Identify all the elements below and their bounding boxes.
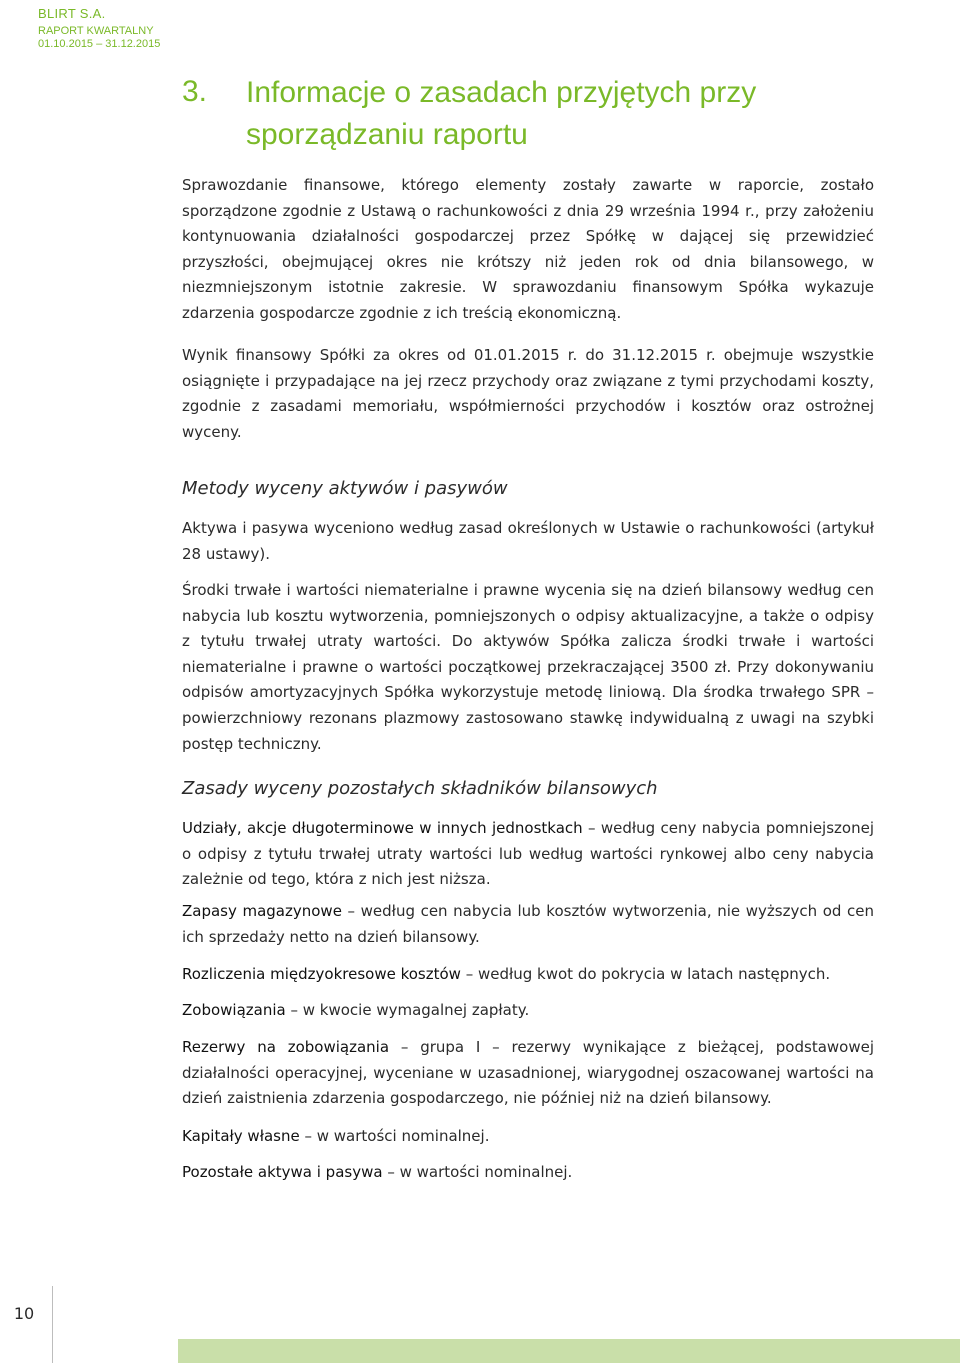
item-investments [182,816,874,893]
item-text: – w kwocie wymagalnej zapłaty. [285,1001,530,1019]
paragraph: Sprawozdanie finansowe, którego elementy zostały zawarte w raporcie, zostało sporządzone zgodnie z Ustawą o rachunkowości z dnia 29 września 1994 r., przy założeniu kontynuowania działalności gospodarczej przez Spółkę w dającej się przewidzieć przyszłości, obejmującej okres nie krótszy niż jeden rok od dnia bilansowego, w niezmniejszonym istotnie zakresie. W sprawozdaniu finansowym Spółka wykazuje zdarzenia gospodarcze zgodnie z ich treścią ekonomiczną. [182,176,874,322]
item-term: Zobowiązania [182,1001,286,1019]
item-term: Pozostałe aktywa i pasywa [182,1163,383,1181]
item-term: Kapitały własne [182,1127,300,1145]
section-title: Informacje o zasadach przyjętych przy sporządzaniu raportu [246,76,757,151]
other-heading: Zasady wyceny pozostałych składników bilansowych [182,778,658,799]
paragraph: Wynik finansowy Spółki za okres od 01.01.2015 r. do 31.12.2015 r. obejmuje wszystkie osiągnięte i przypadające na jej rzecz przychody oraz związane z tymi przychodami koszty, zgodnie z zasadami memoriału, współmierności przychodów i kosztów oraz ostrożnej wyceny. [182,346,874,441]
intro-paragraph-2 [182,343,874,445]
item-term: Zapasy magazynowe [182,902,342,920]
item-equity [182,1124,874,1150]
paragraph: Aktywa i pasywa wyceniono według zasad określonych w Ustawie o rachunkowości (artykuł 28 ustawy). [182,519,874,563]
item-text: – według cen nabycia lub kosztów wytworzenia, nie wyższych od cen ich sprzedaży netto na dzień bilansowy. [182,902,874,946]
report-period: 01.10.2015 – 31.12.2015 [38,38,161,50]
methods-heading: Metody wyceny aktywów i pasywów [182,478,508,499]
intro-paragraph-1 [182,173,874,327]
item-text: – w wartości nominalnej. [299,1127,490,1145]
methods-heading-wrap [182,477,874,501]
item-text: – według ceny nabycia pomniejszonej o odpisy z tytułu trwałej utraty wartości lub według wartości rynkowej albo ceny nabycia zależnie od tego, która z nich jest niższa. [182,819,874,889]
report-type: RAPORT KWARTALNY [38,25,154,37]
item-provisions [182,1035,874,1112]
item-other-assets [182,1160,874,1186]
running-header [38,6,160,51]
item-text: – w wartości nominalnej. [382,1163,573,1181]
item-inventory [182,899,874,950]
methods-paragraph-1 [182,516,874,567]
section-number: 3. [182,75,208,108]
page-number-divider [52,1286,53,1363]
item-liabilities [182,998,874,1024]
paragraph: Środki trwałe i wartości niematerialne i prawne wycenia się na dzień bilansowy według cen nabycia lub kosztu wytworzenia, pomniejszonych o odpisy aktualizacyjne, a także o odpisy z tytułu trwałej utraty wartości. Do aktywów Spółka zalicza środki trwałe i wartości niematerialne i prawne o wartości początkowej przekraczającej 3500 zł. Przy dokonywaniu odpisów amortyzacyjnych Spółka wykorzystuje metodę liniową. Dla środka trwałego SPR – powierzchniowy rezonans plazmowy zastosowano stawkę indywidualną z uwagi na szybki postęp techniczny. [182,581,874,753]
company-name: BLIRT S.A. [38,6,106,21]
item-text: – według kwot do pokrycia w latach następnych. [460,965,831,983]
item-term: Rozliczenia międzyokresowe kosztów [182,965,461,983]
item-term: Udziały, akcje długoterminowe w innych jednostkach [182,819,583,837]
footer-bar [178,1339,960,1363]
item-term: Rezerwy na zobowiązania [182,1038,390,1056]
methods-paragraph-2 [182,578,874,757]
item-accruals [182,962,874,988]
item-text: – grupa I – rezerwy wynikające z bieżącej, podstawowej działalności operacyjnej, wyceniane w uzasadnionej, wiarygodnej oszacowanej wartości na dzień zaistnienia zdarzenia gospodarczego, nie później niż na dzień bilansowy. [182,1038,874,1108]
page-number: 10 [13,1304,35,1323]
other-heading-wrap [182,777,874,801]
